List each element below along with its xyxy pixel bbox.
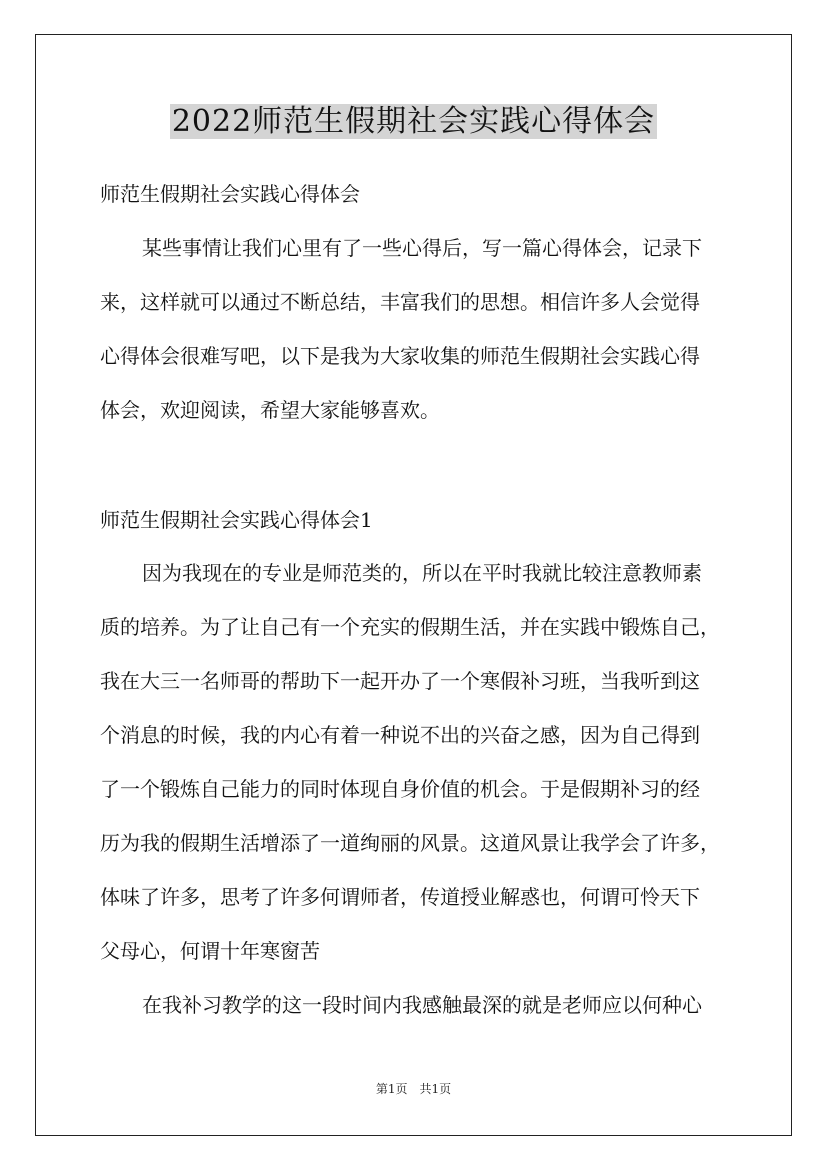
intro-line-2: 来，这样就可以通过不断总结，丰富我们的思想。相信许多人会觉得 [100, 290, 700, 314]
intro-line-4: 体会，欢迎阅读，希望大家能够喜欢。 [100, 398, 440, 422]
intro-line-1: 某些事情让我们心里有了一些心得后，写一篇心得体会，记录下 [142, 236, 702, 260]
subtitle: 师范生假期社会实践心得体会 [100, 182, 360, 206]
section-heading: 师范生假期社会实践心得体会1 [100, 508, 373, 532]
body-line-2: 质的培养。为了让自己有一个充实的假期生活，并在实践中锻炼自己， [100, 615, 720, 639]
body-line-8: 父母心，何谓十年寒窗苦 [100, 939, 320, 963]
body-line-4: 个消息的时候，我的内心有着一种说不出的兴奋之感，因为自己得到 [100, 723, 700, 747]
body-line-1: 因为我现在的专业是师范类的，所以在平时我就比较注意教师素 [142, 561, 702, 585]
body-line-5: 了一个锻炼自己能力的同时体现自身价值的机会。于是假期补习的经 [100, 777, 700, 801]
body-line-6: 历为我的假期生活增添了一道绚丽的风景。这道风景让我学会了许多， [100, 831, 720, 855]
body-line-7: 体味了许多，思考了许多何谓师者，传道授业解惑也，何谓可怜天下 [100, 885, 700, 909]
intro-line-3: 心得体会很难写吧，以下是我为大家收集的师范生假期社会实践心得 [100, 344, 700, 368]
body-line-3: 我在大三一名师哥的帮助下一起开办了一个寒假补习班，当我听到这 [100, 669, 700, 693]
document-title [0, 100, 827, 144]
document-title-text: 2022师范生假期社会实践心得体会 [171, 104, 656, 139]
page-number-footer: 第1页 共1页 [375, 1082, 452, 1096]
body-line-9: 在我补习教学的这一段时间内我感触最深的就是老师应以何种心 [142, 993, 702, 1017]
